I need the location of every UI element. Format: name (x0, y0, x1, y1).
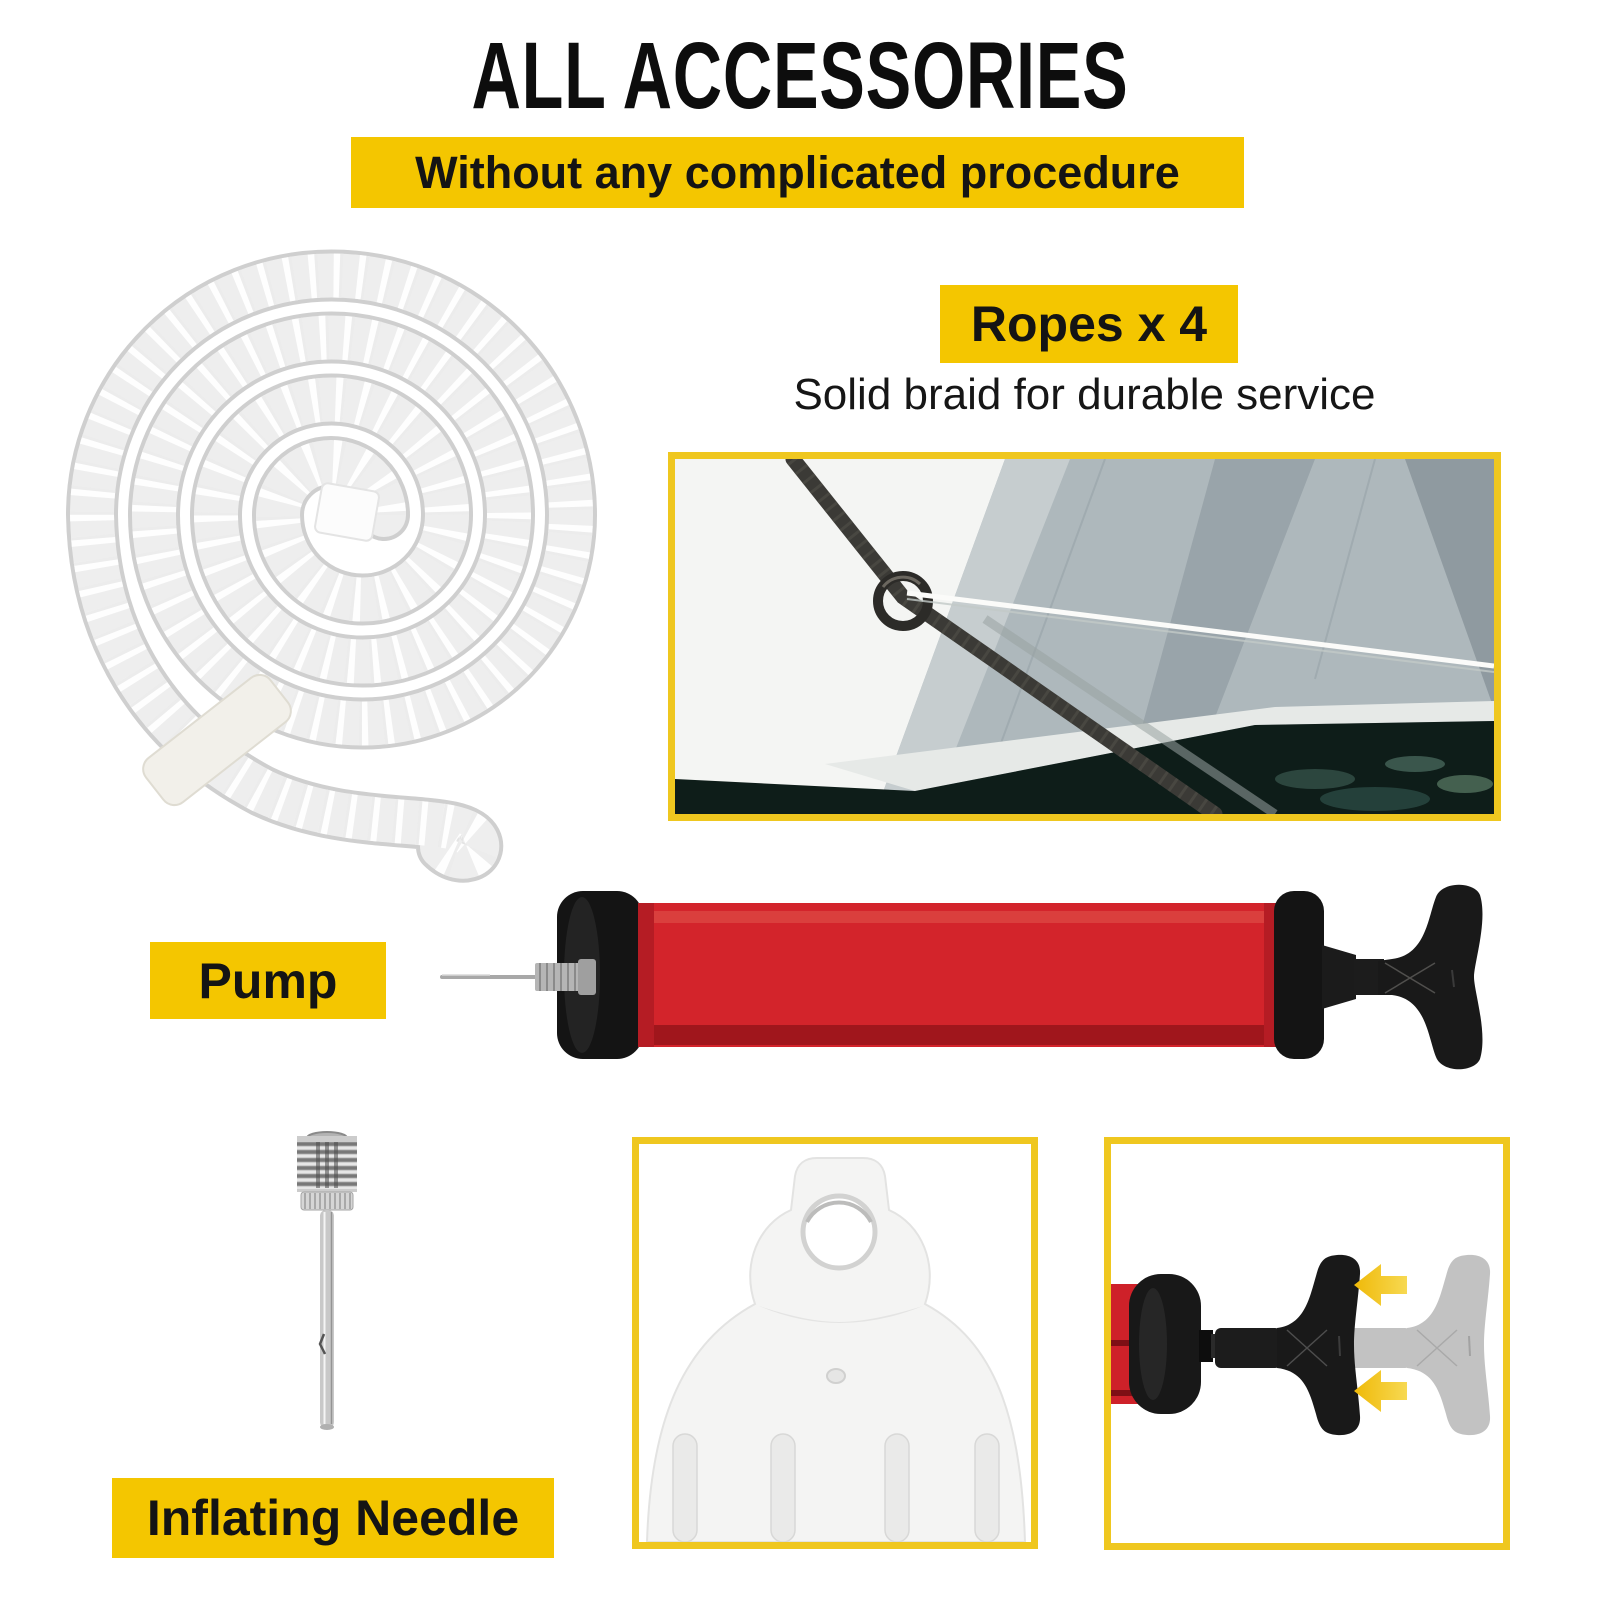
subtitle-banner: Without any complicated procedure (351, 137, 1244, 208)
ropes-description: Solid braid for durable service (793, 370, 1376, 419)
inflating-needle-badge: Inflating Needle (112, 1478, 554, 1558)
page-title: ALL ACCESSORIES (471, 23, 1129, 129)
boat-mooring-photo-image (675, 459, 1494, 814)
inflating-needle-image (288, 1128, 366, 1440)
pump-badge: Pump (150, 942, 386, 1019)
ropes-badge: Ropes x 4 (940, 285, 1238, 363)
handle-assembly-panel (1104, 1137, 1510, 1550)
fender-image (639, 1144, 1031, 1542)
yellow-arrow-left-icon (1354, 1264, 1407, 1306)
boat-photo (668, 452, 1501, 821)
yellow-arrow-left-icon (1354, 1370, 1407, 1412)
fender-panel (632, 1137, 1038, 1549)
pump-image (430, 875, 1505, 1080)
handle-assembly-image (1111, 1144, 1503, 1543)
rope-coil-image (62, 243, 620, 893)
